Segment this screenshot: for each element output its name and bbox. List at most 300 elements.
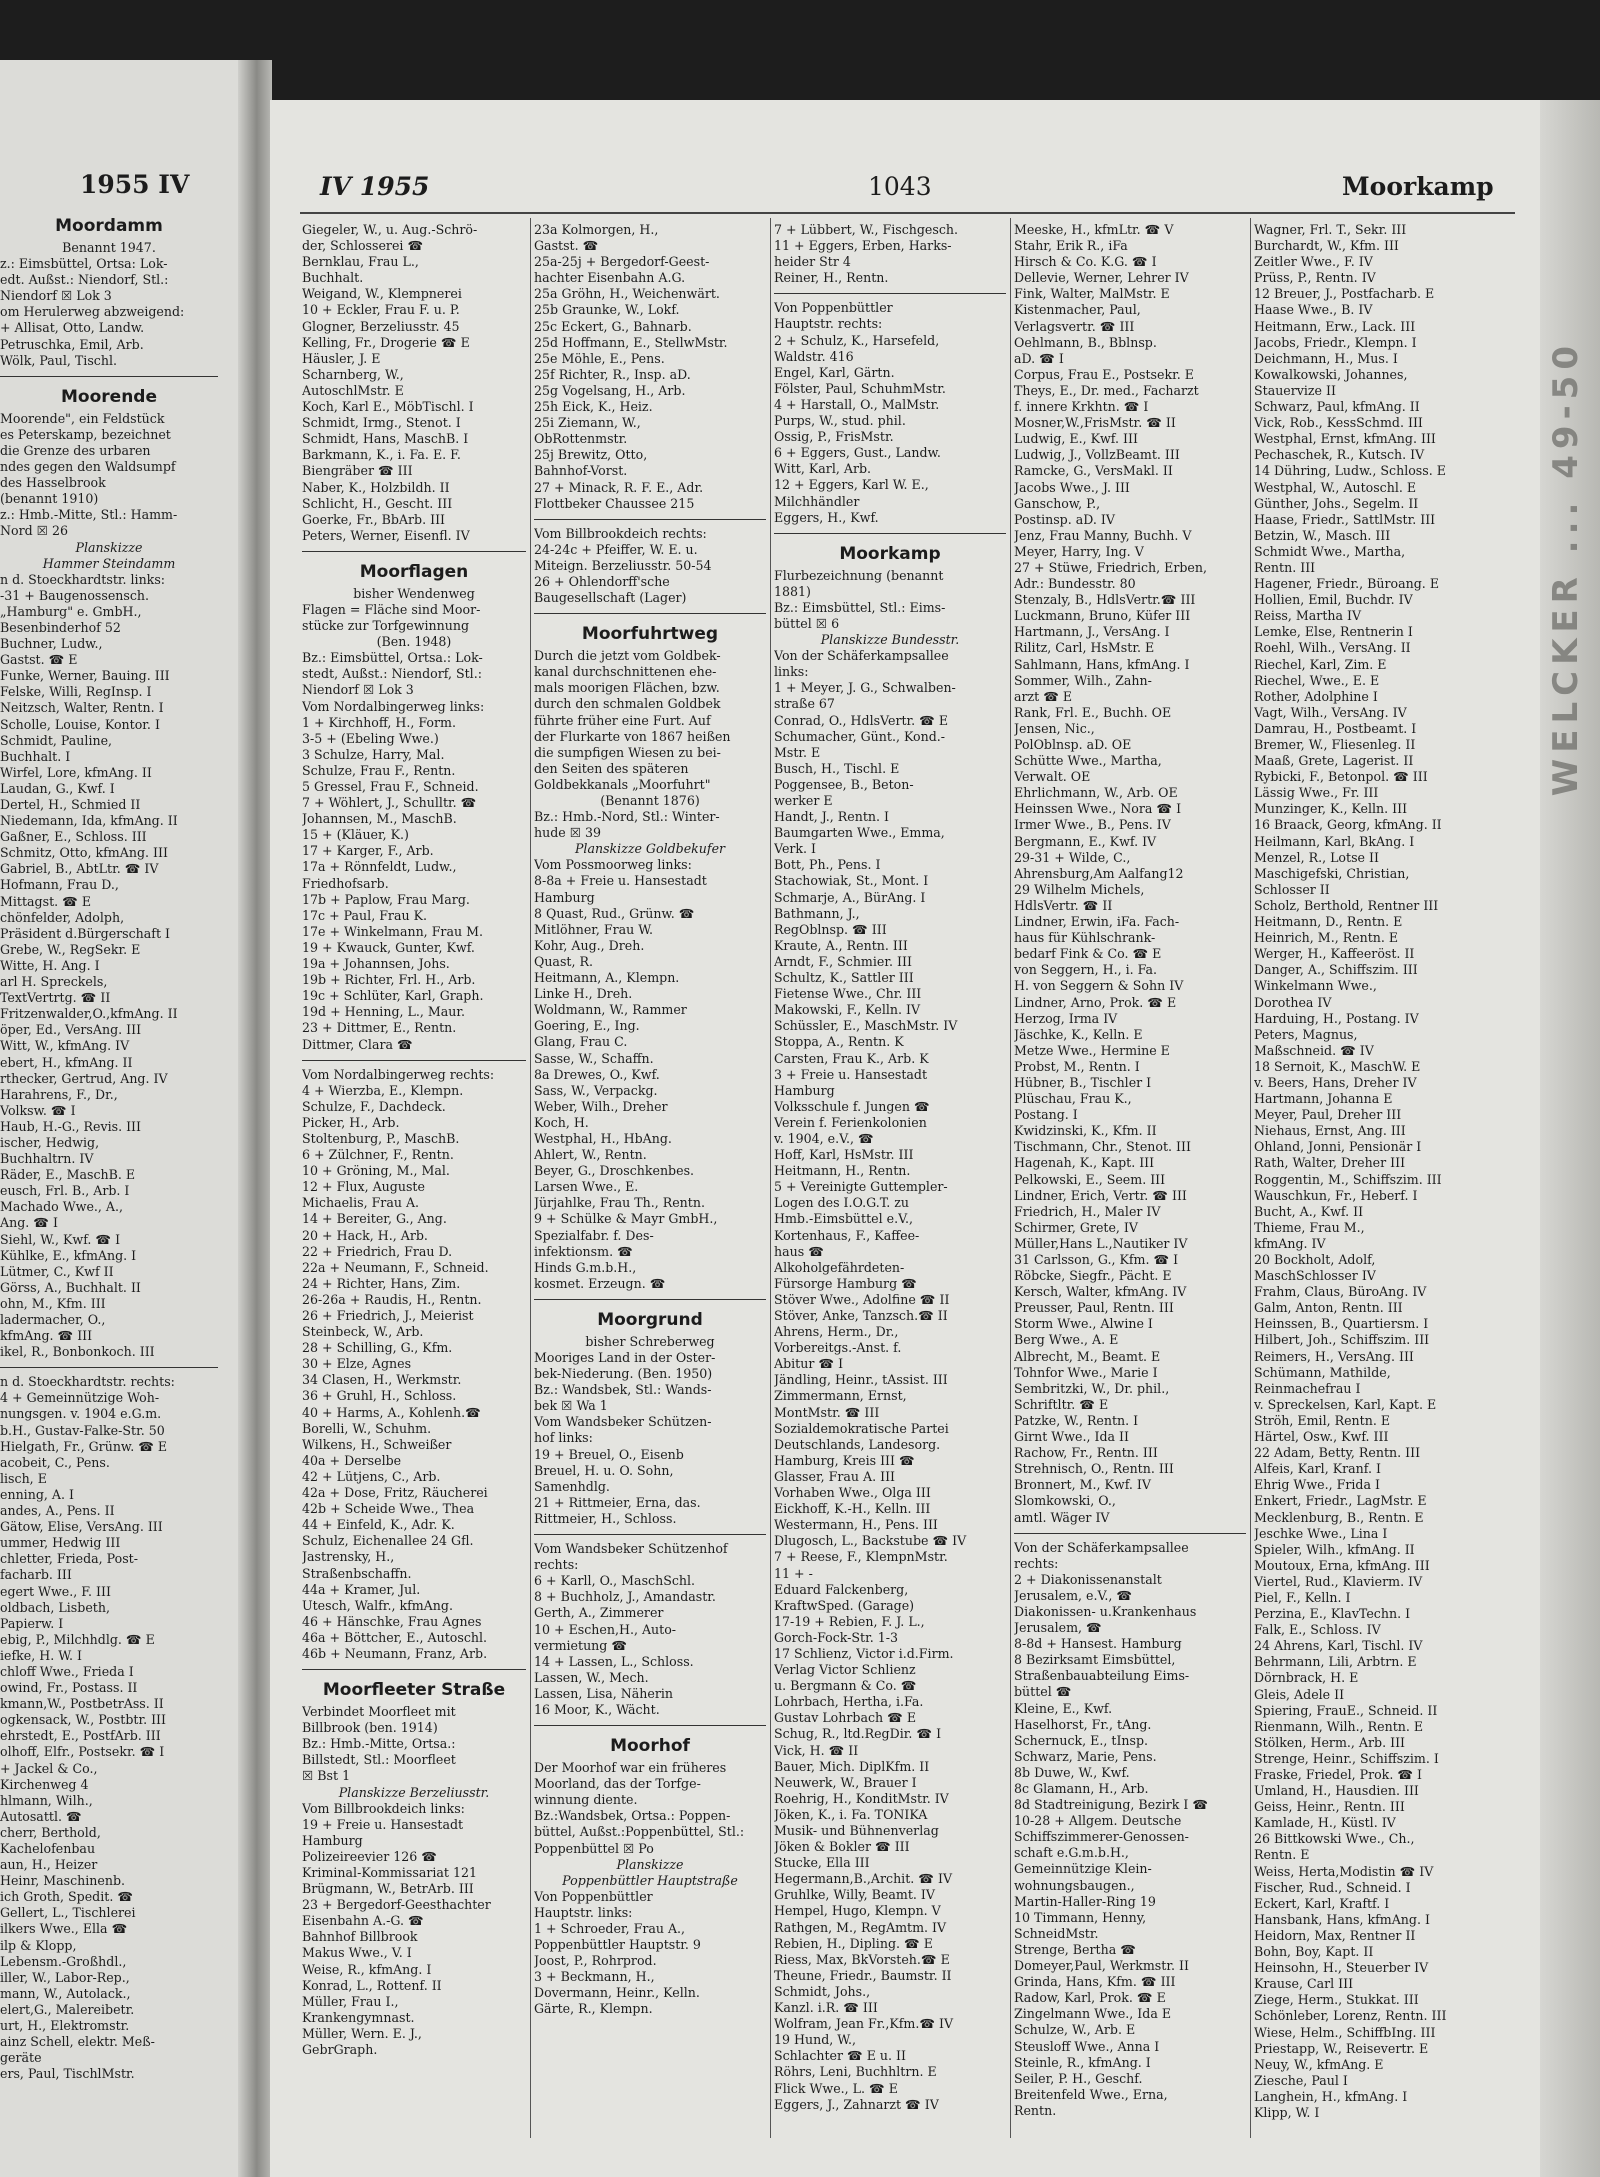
- directory-entry: Scholz, Berthold, Rentner III: [1254, 897, 1439, 913]
- directory-entry: Diakonissen- u.Krankenhaus: [1014, 1603, 1197, 1619]
- directory-entry: Mstr. E: [774, 744, 821, 760]
- directory-entry: Munzinger, K., Kelln. III: [1254, 801, 1408, 817]
- directory-entry: 23 + Dittmer, E., Rentn.: [302, 1020, 457, 1036]
- directory-entry: Damrau, H., Postbeamt. I: [1254, 720, 1417, 736]
- directory-entry: Meeske, H., kfmLtr. ☎ V: [1014, 222, 1174, 237]
- directory-entry: z.: Eimsbüttel, Ortsa: Lok-: [0, 256, 168, 272]
- directory-entry: andes, A., Pens. II: [0, 1503, 115, 1519]
- directory-entry: f. innere Krkhtn. ☎ I: [1014, 399, 1149, 415]
- directory-entry: Stucke, Ella III: [774, 1855, 870, 1871]
- directory-entry: mann, W., Autolack.,: [0, 1985, 131, 2001]
- street-heading: Moorfleeter Straße: [322, 1680, 506, 1701]
- directory-entry: Schwarz, Paul, kfmAng. II: [1254, 399, 1420, 415]
- directory-entry: 24 Ahrens, Karl, Tischl. IV: [1254, 1638, 1423, 1654]
- directory-entry: 26-26a + Raudis, H., Rentn.: [302, 1291, 482, 1307]
- directory-entry: 1 + Kirchhoff, H., Form.: [302, 714, 456, 730]
- directory-entry: Makus Wwe., V. I: [302, 1945, 412, 1961]
- directory-entry: Piel, F., Kelln. I: [1254, 1589, 1351, 1605]
- directory-entry: 6 + Zülchner, F., Rentn.: [302, 1147, 454, 1163]
- directory-entry: Radow, Karl, Prok. ☎ E: [1014, 1990, 1166, 2006]
- directory-entry: bek-Niederung. (Ben. 1950): [534, 1366, 713, 1382]
- directory-entry: Gabriel, B., AbtLtr. ☎ IV: [0, 861, 159, 877]
- directory-entry: Adr.: Bundesstr. 80: [1014, 576, 1136, 592]
- directory-entry: vermietung ☎: [534, 1637, 628, 1653]
- directory-entry: 21 + Rittmeier, Erna, das.: [534, 1494, 701, 1510]
- directory-entry: 25a Gröhn, H., Weichenwärt.: [534, 286, 720, 302]
- directory-entry: Vorhaben Wwe., Olga III: [774, 1485, 931, 1501]
- directory-entry: 26 Bittkowski Wwe., Ch.,: [1254, 1831, 1415, 1847]
- directory-entry: (benannt 1910): [0, 491, 99, 507]
- directory-entry: Lemke, Else, Rentnerin I: [1254, 624, 1413, 640]
- directory-entry: Müller,Hans L.,Nautiker IV: [1014, 1235, 1188, 1251]
- directory-entry: 27 + Stüwe, Friedrich, Erben,: [1014, 559, 1207, 575]
- directory-entry: Scholle, Louise, Kontor. I: [0, 716, 160, 732]
- directory-entry: der, Schlosserei ☎: [302, 238, 424, 254]
- directory-entry: 12 + Flux, Auguste: [302, 1179, 425, 1195]
- directory-entry: iefke, H. W. I: [0, 1647, 82, 1663]
- directory-entry: infektionsm. ☎: [534, 1243, 633, 1259]
- directory-entry: Corpus, Frau E., Postsekr. E: [1014, 366, 1194, 382]
- directory-entry: 5 + Vereinigte Guttempler-: [774, 1179, 948, 1195]
- directory-entry: 46b + Neumann, Franz, Arb.: [302, 1645, 488, 1661]
- directory-entry: + Jackel & Co.,: [0, 1760, 98, 1776]
- directory-entry: Heinr, Maschinenb.: [0, 1873, 126, 1889]
- directory-entry: Harduing, H., Postang. IV: [1254, 1010, 1419, 1026]
- directory-entry: Pechaschek, R., Kutsch. IV: [1254, 447, 1425, 463]
- directory-entry: Von Poppenbüttler: [774, 300, 893, 316]
- directory-entry: SchneidMstr.: [1014, 1925, 1099, 1941]
- directory-entry: Goering, E., Ing.: [534, 1018, 640, 1034]
- directory-entry: Reimers, H., VersAng. III: [1254, 1348, 1414, 1364]
- directory-entry: Kühlke, E., kfmAng. I: [0, 1247, 137, 1263]
- directory-entry: Weise, R., kfmAng. I: [302, 1961, 432, 1977]
- directory-entry: chloff Wwe., Frieda I: [0, 1663, 134, 1679]
- directory-entry: bedarf Fink & Co. ☎ E: [1014, 946, 1162, 962]
- directory-entry: Kortenhaus, F., Kaffee-: [774, 1227, 920, 1243]
- directory-entry: Busch, H., Tischl. E: [774, 760, 900, 776]
- directory-entry: Gätow, Elise, VersAng. III: [0, 1519, 163, 1535]
- directory-entry: Stoltenburg, P., MaschB.: [302, 1130, 460, 1146]
- directory-entry: 42 + Lütjens, C., Arb.: [302, 1468, 441, 1484]
- directory-entry: 8d Stadtreinigung, Bezirk I ☎: [1014, 1797, 1209, 1813]
- directory-entry: Kanzl. i.R. ☎ III: [774, 2000, 878, 2016]
- directory-entry: Stauervize II: [1254, 382, 1336, 398]
- directory-entry: Geiss, Heinr., Rentn. III: [1254, 1799, 1405, 1815]
- directory-entry: Jändling, Heinr., tAssist. III: [774, 1372, 948, 1388]
- directory-entry: Stöver Wwe., Adolfine ☎ II: [774, 1291, 950, 1307]
- section-rule: [534, 1527, 766, 1541]
- directory-entry: Spieler, Wilh., kfmAng. II: [1254, 1541, 1415, 1557]
- directory-entry: Handt, J., Rentn. I: [774, 809, 890, 825]
- directory-entry: 7 + Reese, F., KlempnMstr.: [774, 1549, 948, 1565]
- directory-column-1: [302, 222, 526, 2058]
- directory-entry: Rilitz, Carl, HsMstr. E: [1014, 640, 1155, 656]
- street-heading: Moorhof: [610, 1736, 690, 1757]
- directory-entry: Jerusalem, ☎: [1014, 1620, 1102, 1636]
- directory-entry: Lassen, Lisa, Näherin: [534, 1685, 673, 1701]
- directory-entry: n d. Stoeckhardtstr. rechts:: [0, 1374, 175, 1390]
- directory-entry: nungsgen. v. 1904 e.G.m.: [0, 1406, 162, 1422]
- directory-entry: Gleis, Adele II: [1254, 1686, 1345, 1702]
- directory-entry: Mosner,W.,FrisMstr. ☎ II: [1014, 415, 1176, 431]
- directory-entry: arzt ☎ E: [1014, 688, 1073, 704]
- directory-entry: ers, Paul, TischlMstr.: [0, 2066, 135, 2082]
- directory-entry: Lassen, W., Mech.: [534, 1669, 649, 1685]
- section-rule: [302, 1662, 526, 1676]
- directory-entry: Westermann, H., Pens. III: [774, 1517, 938, 1533]
- directory-entry: Fink, Walter, MalMstr. E: [1014, 286, 1170, 302]
- directory-entry: Präsident d.Bürgerschaft I: [0, 925, 171, 941]
- directory-entry: 10 + Eckler, Frau F. u. P.: [302, 302, 460, 318]
- directory-entry: Eggers, H., Kwf.: [774, 509, 879, 525]
- directory-entry: Müller, Wern. E. J.,: [302, 2025, 422, 2041]
- directory-entry: 25e Möhle, E., Pens.: [534, 350, 665, 366]
- directory-entry: Goerke, Fr., BbArb. III: [302, 511, 446, 527]
- directory-entry: Wirfel, Lore, kfmAng. II: [0, 764, 152, 780]
- directory-entry: Vom Nordalbingerweg rechts:: [302, 1066, 495, 1082]
- directory-entry: ogkensack, W., Postbtr. III: [0, 1712, 167, 1728]
- directory-entry: Heitmann, D., Rentn. E: [1254, 914, 1403, 930]
- directory-entry: Mecklenburg, B., Rentn. E: [1254, 1509, 1424, 1525]
- directory-entry: Baumgarten Wwe., Emma,: [774, 825, 945, 841]
- directory-entry: 24-24c + Pfeiffer, W. E. u.: [534, 541, 698, 557]
- section-rule: [534, 606, 766, 620]
- directory-entry: hachter Eisenbahn A.G.: [534, 270, 686, 286]
- directory-entry: Dlugosch, L., Backstube ☎ IV: [774, 1533, 967, 1549]
- directory-entry: Vom Billbrookdeich rechts:: [534, 525, 707, 541]
- directory-entry: Biengräber ☎ III: [302, 463, 413, 479]
- page-edge-strip: [1540, 100, 1600, 2177]
- directory-entry: Hollien, Emil, Buchdr. IV: [1254, 592, 1413, 608]
- directory-entry: KraftwSped. (Garage): [774, 1597, 915, 1613]
- directory-entry: 8-8a + Freie u. Hansestadt: [534, 873, 707, 889]
- directory-entry: Tohnfor Wwe., Marie I: [1014, 1364, 1158, 1380]
- directory-entry: Kwidzinski, K., Kfm. II: [1014, 1123, 1157, 1139]
- directory-entry: v. Beers, Hans, Dreher IV: [1254, 1074, 1417, 1090]
- directory-entry: Musik- und Bühnenverlag: [774, 1823, 939, 1838]
- directory-entry: kfmAng. IV: [1254, 1235, 1326, 1251]
- directory-entry: 6 + Karll, O., MaschSchl.: [534, 1573, 696, 1589]
- directory-entry: Wagner, Frl. T., Sekr. III: [1254, 222, 1407, 237]
- directory-entry: Purps, W., stud. phil.: [774, 413, 906, 429]
- directory-entry: Hmb.-Eimsbüttel e.V.,: [774, 1211, 914, 1227]
- section-rule: [1014, 1526, 1246, 1540]
- directory-entry: Strehnisch, O., Rentn. III: [1014, 1461, 1174, 1477]
- directory-entry: aun, H., Heizer: [0, 1857, 98, 1873]
- directory-entry: Plüschau, Frau K.,: [1014, 1091, 1132, 1107]
- directory-entry: Westphal, W., Autoschl. E: [1254, 479, 1417, 495]
- directory-entry: urt, H., Elektromstr.: [0, 2018, 130, 2034]
- section-rule: [774, 526, 1006, 540]
- directory-entry: ikel, R., Bonbonkoch. III: [0, 1344, 155, 1360]
- directory-entry: Quast, R.: [534, 953, 593, 969]
- directory-entry: Bernklau, Frau L.,: [302, 254, 419, 270]
- directory-entry: Von Poppenbüttler: [534, 1888, 653, 1904]
- directory-entry: 34 Clasen, H., Werkmstr.: [302, 1372, 462, 1388]
- directory-entry: Zingelmann Wwe., Ida E: [1014, 2006, 1172, 2022]
- directory-entry: Gärte, R., Klempn.: [534, 2001, 653, 2017]
- directory-entry: werker E: [774, 793, 833, 808]
- directory-entry: v. 1904, e.V., ☎: [774, 1130, 874, 1146]
- directory-entry: Reiner, H., Rentn.: [774, 270, 889, 286]
- directory-entry: Glogner, Berzeliusstr. 45: [302, 318, 460, 334]
- directory-entry: kmann,W., PostbetrAss. II: [0, 1696, 164, 1712]
- directory-entry: Bz.: Eimsbüttel, Stl.: Eims-: [774, 599, 946, 615]
- directory-entry: hof links:: [534, 1430, 593, 1446]
- directory-entry: Dertel, H., Schmied II: [0, 797, 141, 812]
- directory-entry: Lütmer, C., Kwf II: [0, 1263, 114, 1279]
- directory-entry: Bahnhof-Vorst.: [534, 463, 628, 479]
- directory-entry: Fietense Wwe., Chr. III: [774, 986, 922, 1002]
- directory-entry: Schmidt, Johs.,: [774, 1983, 871, 1999]
- directory-entry: Heinssen, B., Quartiersm. I: [1254, 1316, 1429, 1332]
- directory-entry: 44 + Einfeld, K., Adr. K.: [302, 1517, 455, 1533]
- directory-entry: Hempel, Hugo, Klempn. V: [774, 1903, 941, 1919]
- directory-entry: Umland, H., Hausdien. III: [1254, 1783, 1419, 1799]
- directory-entry: Vorbereitgs.-Anst. f.: [774, 1340, 902, 1356]
- book-binding: [238, 60, 272, 2177]
- directory-entry: Schulz, Eichenallee 24 Gfl.: [302, 1533, 474, 1549]
- directory-entry: Schmarje, A., BürAng. I: [774, 889, 926, 905]
- directory-entry: Stenzaly, B., HdlsVertr.☎ III: [1014, 592, 1196, 608]
- directory-entry: Görss, A., Buchhalt. II: [0, 1279, 141, 1295]
- directory-entry: 25f Richter, R., Insp. aD.: [534, 366, 691, 382]
- directory-entry: acobeit, C., Pens.: [0, 1454, 110, 1470]
- directory-entry: Vom Wandsbeker Schützen-: [534, 1414, 712, 1430]
- directory-entry: Spiering, FrauE., Schneid. II: [1254, 1702, 1438, 1718]
- section-rule: [0, 369, 218, 383]
- directory-entry: Fraske, Friedel, Prok. ☎ I: [1254, 1767, 1422, 1782]
- directory-entry: Tischmann, Chr., Stenot. III: [1014, 1139, 1191, 1155]
- directory-entry: Gaßner, E., Schloss. III: [0, 829, 147, 845]
- page-number: 1043: [868, 172, 932, 201]
- directory-entry: Bucht, A., Kwf. II: [1254, 1203, 1364, 1219]
- directory-entry: führte früher eine Furt. Auf: [534, 712, 711, 728]
- directory-entry: Kirchenweg 4: [0, 1776, 89, 1792]
- directory-entry: Flottbeker Chaussee 215: [534, 495, 695, 511]
- directory-entry: ehrstedt, E., PostfArb. III: [0, 1728, 161, 1744]
- directory-entry: Gellert, L., Tischlerei: [0, 1905, 136, 1921]
- street-heading: Moorfuhrtweg: [581, 624, 719, 645]
- directory-entry: der Flurkarte von 1867 heißen: [534, 728, 731, 744]
- directory-entry: Giegeler, W., u. Aug.-Schrö-: [302, 222, 478, 237]
- directory-entry: Schultz, K., Sattler III: [774, 970, 914, 986]
- directory-entry: 8b Duwe, W., Kwf.: [1014, 1764, 1130, 1780]
- directory-entry: 17a + Rönnfeldt, Ludw.,: [302, 859, 457, 875]
- planskizze-line: Planskizze Bundesstr.: [820, 632, 960, 648]
- directory-entry: Roehrig, H., KonditMstr. IV: [774, 1790, 949, 1806]
- directory-entry: straße 67: [774, 696, 835, 712]
- directory-entry: Perzina, E., KlavTechn. I: [1254, 1606, 1411, 1622]
- directory-entry: Röbcke, Siegfr., Pächt. E: [1014, 1268, 1172, 1284]
- directory-entry: Sembritzki, W., Dr. phil.,: [1014, 1380, 1170, 1396]
- directory-entry: z.: Hmb.-Mitte, Stl.: Hamm-: [0, 507, 178, 523]
- directory-entry: Zeitler Wwe., F. IV: [1254, 254, 1373, 270]
- centered-line: (Ben. 1948): [376, 634, 452, 650]
- directory-entry: Carsten, Frau K., Arb. K: [774, 1050, 929, 1066]
- directory-entry: Koch, Karl E., MöbTischl. I: [302, 399, 474, 415]
- directory-entry: Stahr, Erik R., iFa: [1014, 238, 1128, 254]
- directory-entry: egert Wwe., F. III: [0, 1583, 111, 1599]
- directory-entry: 4 + Harstall, O., MalMstr.: [774, 396, 940, 412]
- directory-entry: Bronnert, M., Kwf. IV: [1014, 1477, 1151, 1493]
- directory-entry: Schug, R., ltd.RegDir. ☎ I: [774, 1726, 942, 1742]
- directory-entry: Rentn. III: [1254, 559, 1316, 575]
- directory-entry: Logen des I.O.G.T. zu: [774, 1195, 910, 1211]
- directory-entry: Falk, E., Schloss. IV: [1254, 1622, 1381, 1638]
- directory-entry: Bergmann, E., Kwf. IV: [1014, 833, 1157, 849]
- directory-entry: 17e + Winkelmann, Frau M.: [302, 923, 483, 939]
- directory-entry: Vick, H. ☎ II: [774, 1742, 859, 1758]
- directory-entry: olhoff, Elfr., Postsekr. ☎ I: [0, 1744, 165, 1760]
- directory-entry: Goldbekkanals „Moorfuhrt": [534, 776, 711, 792]
- directory-entry: AutoschlMstr. E: [302, 382, 404, 398]
- directory-entry: 4 + Gemeinnützige Woh-: [0, 1390, 160, 1406]
- planskizze-line: Planskizze Berzeliusstr.: [338, 1784, 490, 1800]
- directory-entry: Lindner, Erich, Vertr. ☎ III: [1014, 1187, 1187, 1203]
- directory-entry: Werger, H., Kaffeeröst. II: [1254, 946, 1415, 962]
- directory-entry: hlmann, Wilh.,: [0, 1792, 93, 1808]
- directory-entry: Postang. I: [1014, 1107, 1078, 1123]
- directory-entry: Peters, Magnus,: [1254, 1026, 1358, 1042]
- directory-entry: 1 + Schroeder, Frau A.,: [534, 1921, 686, 1936]
- directory-entry: Von der Schäferkampsallee: [774, 648, 949, 664]
- directory-entry: Gorch-Fock-Str. 1-3: [774, 1629, 899, 1645]
- directory-entry: chletter, Frieda, Post-: [0, 1551, 139, 1567]
- directory-entry: Verein f. Ferienkolonien: [774, 1114, 927, 1130]
- directory-entry: 46a + Böttcher, E., Autoschl.: [302, 1629, 488, 1645]
- directory-entry: Jensen, Nic.,: [1014, 720, 1095, 736]
- directory-entry: 11 + -: [774, 1565, 813, 1581]
- directory-entry: 25b Graunke, W., Lokf.: [534, 302, 680, 318]
- directory-entry: Verlag Victor Schlienz: [774, 1662, 916, 1678]
- section-rule: [0, 1360, 218, 1374]
- directory-entry: 29 Wilhelm Michels,: [1014, 881, 1145, 897]
- directory-entry: 23a Kolmorgen, H.,: [534, 222, 659, 237]
- directory-entry: Jeschke Wwe., Lina I: [1254, 1525, 1388, 1541]
- directory-entry: 14 Dühring, Ludw., Schloss. E: [1254, 463, 1446, 479]
- directory-entry: Haase, Friedr., SattlMstr. III: [1254, 511, 1436, 527]
- directory-entry: haus ☎: [774, 1243, 824, 1259]
- planskizze-line: Planskizze: [616, 1856, 684, 1872]
- directory-entry: Kelling, Fr., Drogerie ☎ E: [302, 334, 470, 350]
- directory-entry: Irmer Wwe., B., Pens. IV: [1014, 817, 1171, 833]
- directory-entry: Stöver, Anke, Tanzsch.☎ II: [774, 1308, 948, 1323]
- directory-entry: ainz Schell, elektr. Meß-: [0, 2034, 155, 2050]
- directory-entry: Friedhofsarb.: [302, 875, 389, 891]
- directory-entry: Bz.: Hmb.-Nord, Stl.: Winter-: [534, 809, 720, 825]
- directory-entry: Rath, Walter, Dreher III: [1254, 1155, 1406, 1171]
- street-heading: Moorkamp: [839, 543, 941, 564]
- directory-entry: Schlicht, H., Gescht. III: [302, 495, 453, 511]
- directory-entry: Krause, Carl III: [1254, 1976, 1354, 1992]
- directory-entry: Nord ☒ 26: [0, 523, 69, 539]
- directory-entry: wohnungsbaugen.,: [1014, 1877, 1135, 1893]
- directory-entry: Domeyer,Paul, Werkmstr. II: [1014, 1958, 1189, 1974]
- directory-entry: Deutschlands, Landesorg.: [774, 1436, 941, 1452]
- planskizze-line: Planskizze Goldbekufer: [574, 841, 726, 857]
- directory-entry: Moorende", ein Feldstück: [0, 410, 165, 426]
- street-heading: Moorgrund: [597, 1309, 703, 1330]
- directory-entry: Koch, H.: [534, 1114, 589, 1130]
- directory-entry: 16 Moor, K., Wächt.: [534, 1701, 660, 1717]
- directory-entry: Von der Schäferkampsallee: [1014, 1539, 1189, 1555]
- directory-entry: 5 Gressel, Frau F., Schneid.: [302, 779, 479, 794]
- directory-entry: rechts:: [1014, 1555, 1059, 1571]
- directory-entry: 8c Glamann, H., Arb.: [1014, 1781, 1149, 1796]
- directory-entry: Strenge, Heinr., Schiffszim. I: [1254, 1750, 1439, 1766]
- directory-entry: Witt, W., kfmAng. IV: [0, 1038, 130, 1054]
- directory-entry: 8 Quast, Rud., Grünw. ☎: [534, 905, 695, 921]
- directory-entry: Poppenbüttel ☒ Po: [534, 1840, 654, 1856]
- directory-entry: Lindner, Erwin, iFa. Fach-: [1014, 914, 1180, 930]
- directory-entry: 15 + (Kläuer, K.): [302, 827, 409, 843]
- directory-entry: Stölken, Herm., Arb. III: [1254, 1734, 1406, 1750]
- directory-entry: Probst, M., Rentn. I: [1014, 1058, 1140, 1074]
- directory-entry: Rentn. E: [1254, 1847, 1310, 1863]
- directory-entry: 25c Eckert, G., Bahnarb.: [534, 318, 692, 334]
- directory-entry: GebrGraph.: [302, 2042, 378, 2058]
- directory-entry: Westphal, Ernst, kfmAng. III: [1254, 431, 1436, 447]
- directory-entry: Mooriges Land in der Oster-: [534, 1350, 716, 1365]
- directory-entry: Scharnberg, W.,: [302, 366, 404, 382]
- directory-entry: ebert, H., kfmAng. II: [0, 1054, 133, 1070]
- directory-entry: Hagenah, K., Kapt. III: [1014, 1155, 1155, 1171]
- directory-entry: owind, Fr., Postass. II: [0, 1680, 138, 1696]
- directory-entry: Durch die jetzt vom Goldbek-: [534, 648, 721, 664]
- directory-entry: 19 + Freie u. Hansestadt: [302, 1816, 464, 1832]
- directory-entry: rthecker, Gertrud, Ang. IV: [0, 1070, 168, 1086]
- directory-entry: Ossig, P., FrisMstr.: [774, 429, 894, 445]
- directory-entry: Hegermann,B.,Archit. ☎ IV: [774, 1871, 953, 1887]
- directory-entry: Spezialfabr. f. Des-: [534, 1227, 654, 1243]
- directory-entry: Schumacher, Günt., Kond.-: [774, 728, 946, 744]
- directory-entry: Jastrensky, H.,: [302, 1549, 395, 1565]
- directory-entry: Verwalt. OE: [1014, 769, 1091, 785]
- directory-entry: Eickhoff, K.-H., Kelln. III: [774, 1501, 931, 1517]
- directory-entry: Meyer, Paul, Dreher III: [1254, 1107, 1402, 1123]
- directory-entry: 14 + Bereiter, G., Ang.: [302, 1211, 447, 1227]
- directory-entry: Schüssler, E., MaschMstr. IV: [774, 1018, 958, 1034]
- directory-entry: Berg Wwe., A. E: [1014, 1332, 1119, 1348]
- directory-entry: 19 + Kwauck, Gunter, Kwf.: [302, 939, 475, 955]
- directory-entry: Menzel, R., Lotse II: [1254, 849, 1379, 865]
- directory-entry: Martin-Haller-Ring 19: [1014, 1893, 1156, 1909]
- directory-entry: Oehlmann, B., Bblnsp.: [1014, 334, 1157, 350]
- directory-entry: 7 + Wöhlert, J., Schulltr. ☎: [302, 795, 477, 811]
- directory-entry: Engel, Karl, Gärtn.: [774, 364, 895, 380]
- directory-entry: + Allisat, Otto, Landw.: [0, 320, 145, 336]
- left-page-column: [0, 212, 218, 2082]
- directory-entry: 36 + Gruhl, H., Schloss.: [302, 1388, 457, 1404]
- directory-entry: 11 + Eggers, Erben, Harks-: [774, 238, 952, 254]
- directory-entry: die sumpfigen Wiesen zu bei-: [534, 744, 721, 760]
- directory-entry: Dovermann, Heinr., Kelln.: [534, 1985, 700, 2001]
- directory-column-3: [774, 222, 1006, 2113]
- directory-entry: Gemeinnützige Klein-: [1014, 1861, 1152, 1877]
- directory-entry: Rybicki, F., Betonpol. ☎ III: [1254, 769, 1428, 785]
- directory-entry: Ströh, Emil, Rentn. E: [1254, 1412, 1391, 1428]
- directory-entry: Wiese, Helm., SchiffbIng. III: [1254, 2024, 1436, 2040]
- directory-entry: die Grenze des urbaren: [0, 442, 151, 458]
- directory-entry: Abitur ☎ I: [774, 1356, 844, 1372]
- directory-column-5: [1254, 222, 1486, 2121]
- directory-entry: Girnt Wwe., Ida II: [1014, 1429, 1129, 1445]
- directory-entry: haus für Kühlschrank-: [1014, 930, 1156, 946]
- directory-entry: Niehaus, Ernst, Ang. III: [1254, 1123, 1406, 1139]
- directory-entry: Gruhlke, Willy, Beamt. IV: [774, 1887, 935, 1903]
- directory-entry: Lebensm.-Großhdl.,: [0, 1953, 127, 1969]
